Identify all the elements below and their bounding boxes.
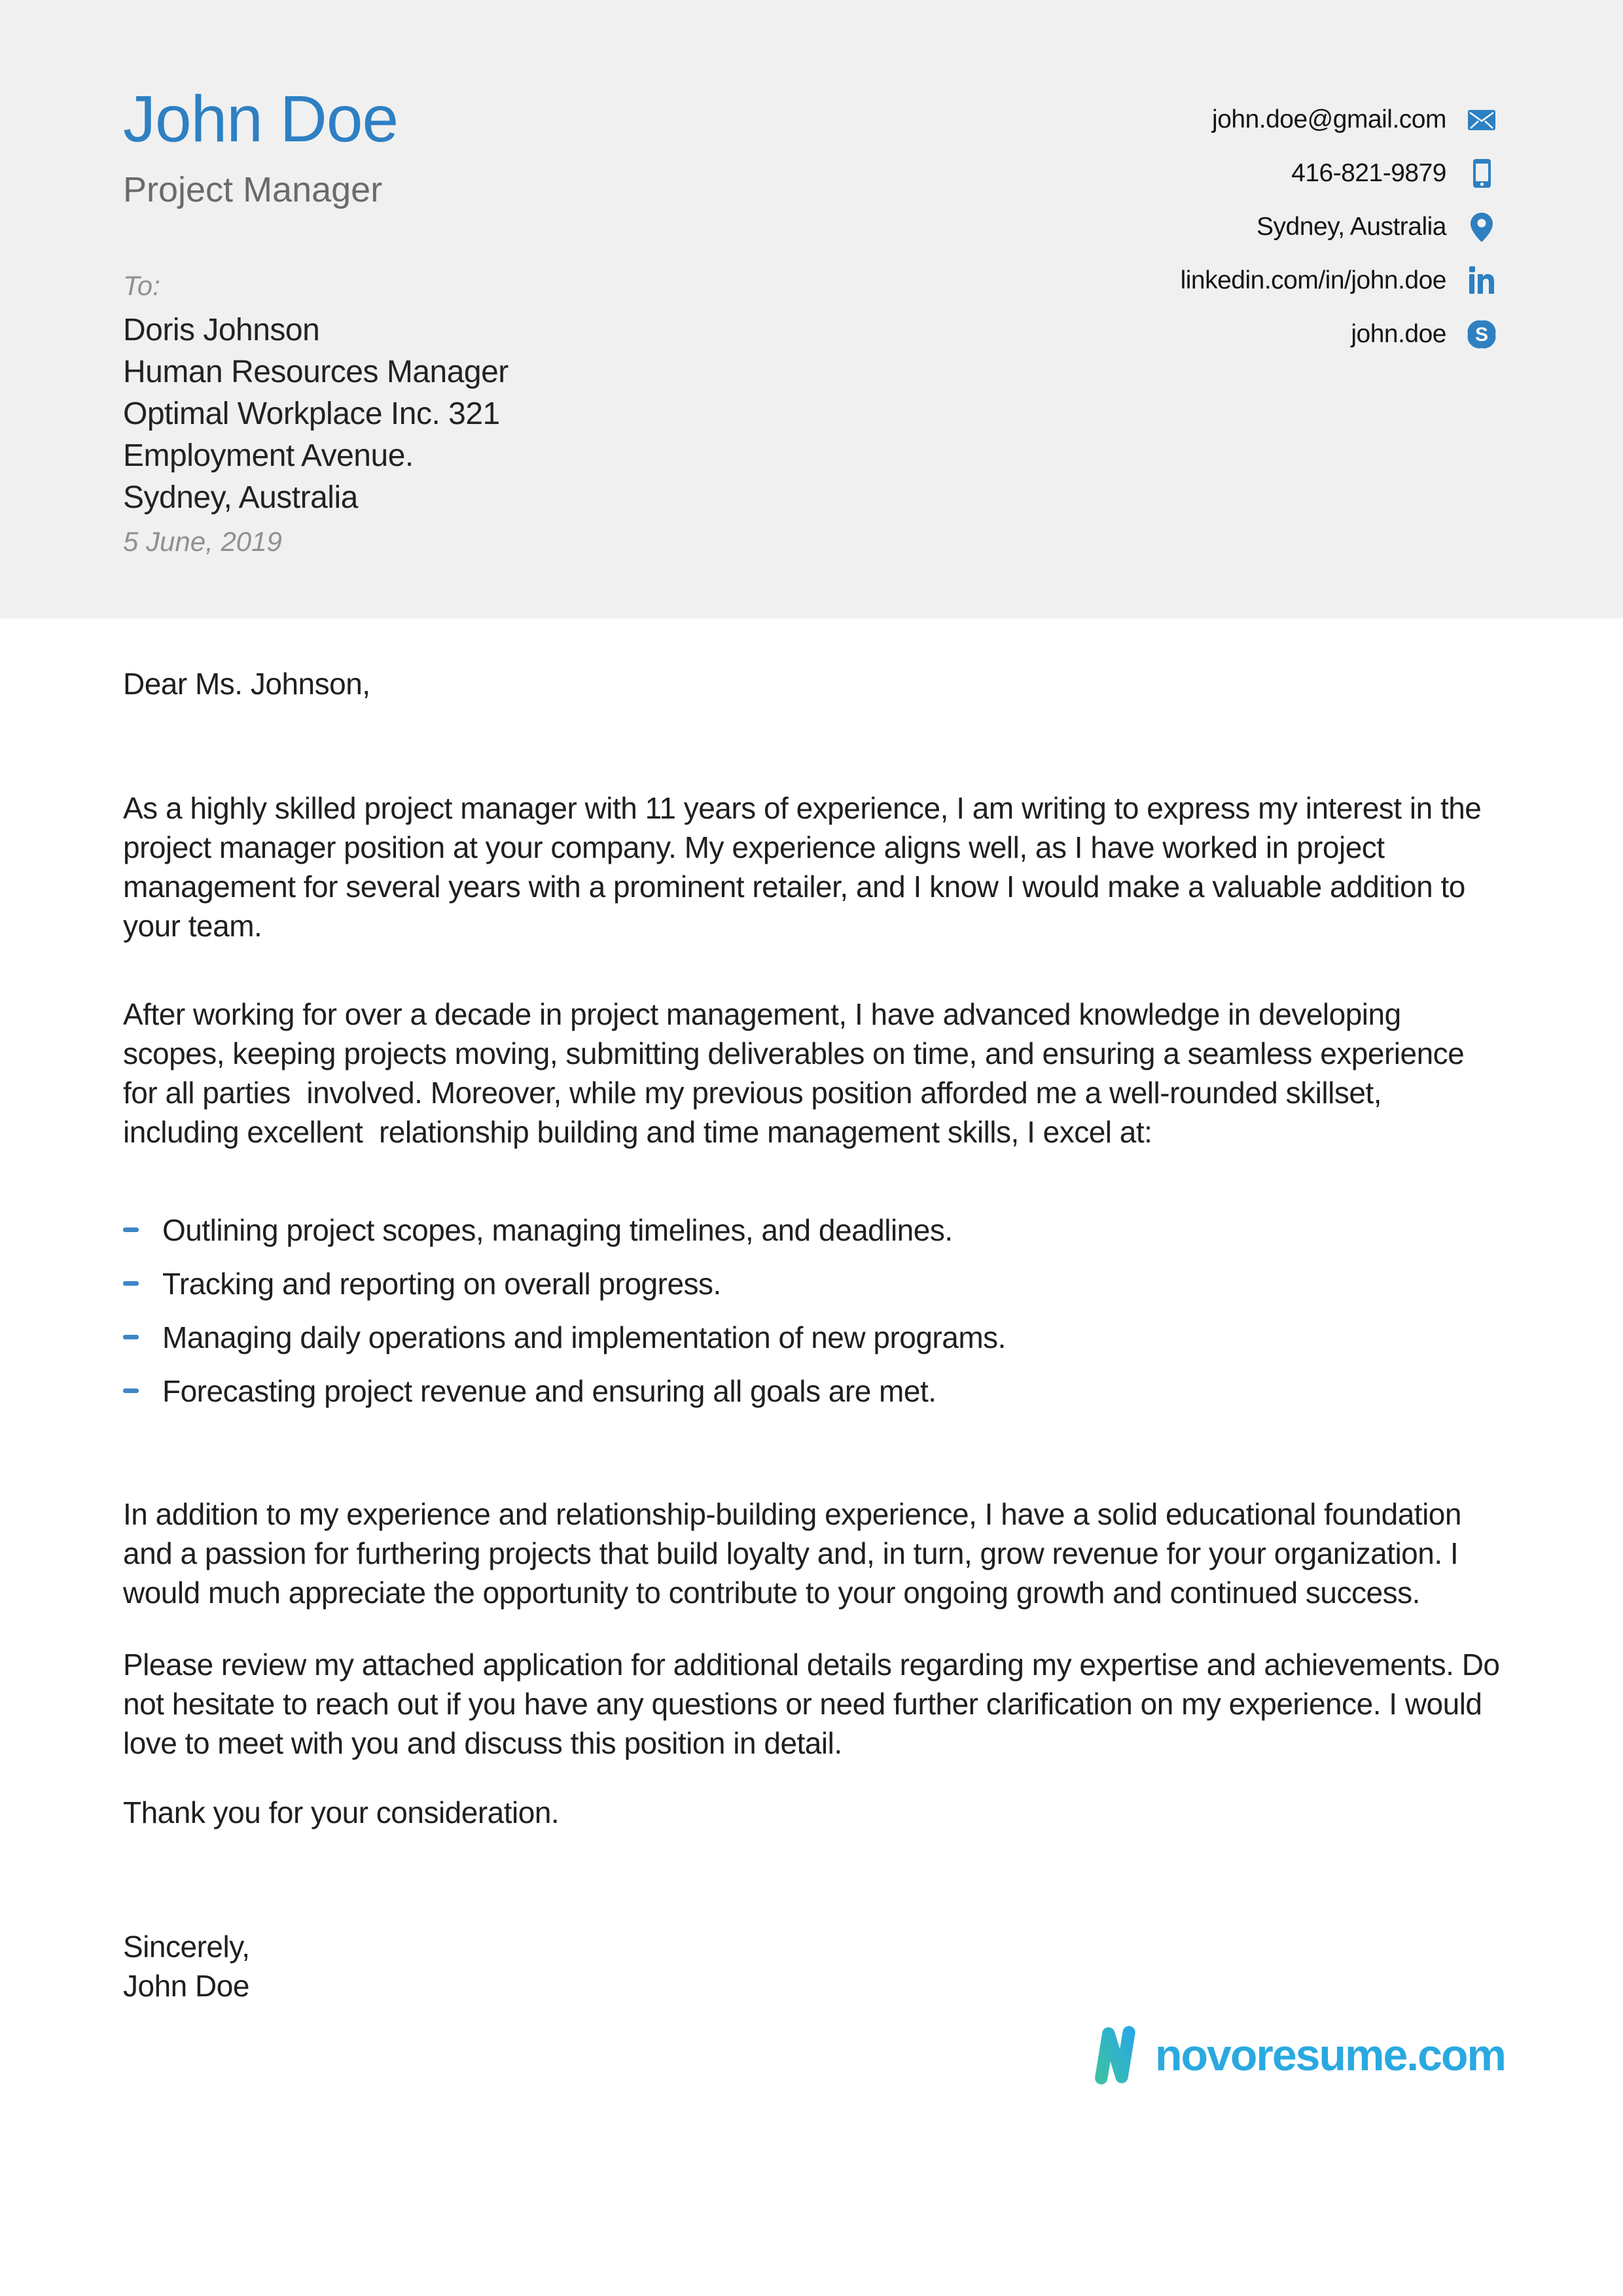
- recipient-role: Human Resources Manager: [123, 354, 508, 389]
- salutation: Dear Ms. Johnson,: [123, 667, 370, 701]
- footer: [0, 2025, 1623, 2085]
- letter-date: 5 June, 2019: [123, 525, 282, 557]
- novoresume-logo-link[interactable]: [1084, 2025, 1505, 2085]
- paragraph-intro: As a highly skilled project manager with 11 years of experience, I am writing to express my interest in the project manager position at your company. My experience aligns well, as I have worked in project management for several years with a prominent retailer, and I know I would make a valuable addition to your team.: [123, 791, 1489, 943]
- location-value: Sydney, Australia: [1257, 213, 1446, 241]
- bullet-text: Tracking and reporting on overall progress.: [162, 1267, 721, 1301]
- letter-header: [0, 0, 1623, 618]
- contact-list: [1181, 93, 1496, 361]
- contact-item-linkedin[interactable]: [1181, 254, 1496, 308]
- paragraph-closing: Please review my attached application for additional details regarding my expertise and achievements. Do not hesitate to reach out if you have any questions or need further clarification on my experience. I would love to meet with you and discuss this position in detail.: [123, 1648, 1508, 1760]
- paragraph-experience: After working for over a decade in project management, I have advanced knowledge in developing scopes, keeping projects moving, submitting deliverables on time, and ensuring a seamless experience for all parties involved. Moreover, while my previous position afforded me a well-rounded skillset, including excellent relationship building and time management skills, I excel at:: [123, 997, 1472, 1149]
- linkedin-icon: [1467, 266, 1496, 295]
- recipient-street: Employment Avenue.: [123, 438, 414, 473]
- paragraph-education: In addition to my experience and relationship-building experience, I have a solid educational foundation and a passion for furthering projects that build loyalty and, in turn, grow revenue for your organization. I would much appreciate the opportunity to contribute to your ongoing growth and continued success.: [123, 1497, 1470, 1610]
- bullet-dash-icon: [123, 1227, 139, 1232]
- signature-name: John Doe: [123, 1969, 249, 2003]
- list-item: [123, 1210, 1505, 1250]
- recipient-name: Doris Johnson: [123, 312, 320, 347]
- applicant-job-title: Project Manager: [123, 170, 383, 209]
- to-label: To:: [123, 270, 160, 302]
- skills-bullet-list: [123, 1210, 1505, 1411]
- recipient-city: Sydney, Australia: [123, 480, 358, 515]
- contact-item-skype[interactable]: [1181, 308, 1496, 361]
- bullet-text: Managing daily operations and implementation of new programs.: [162, 1320, 1006, 1354]
- list-item: [123, 1371, 1505, 1411]
- letter-body: [0, 664, 1623, 2005]
- list-item: [123, 1264, 1505, 1303]
- contact-item-phone: [1181, 147, 1496, 200]
- contact-item-location: [1181, 200, 1496, 254]
- email-value[interactable]: john.doe@gmail.com: [1212, 105, 1446, 133]
- skype-value[interactable]: john.doe: [1351, 320, 1446, 348]
- location-pin-icon: [1467, 213, 1496, 241]
- bullet-text: Outlining project scopes, managing timelines, and deadlines.: [162, 1213, 953, 1247]
- signoff: Sincerely,: [123, 1930, 250, 1964]
- list-item: [123, 1318, 1505, 1357]
- phone-value: 416-821-9879: [1291, 159, 1446, 187]
- linkedin-value[interactable]: linkedin.com/in/john.doe: [1180, 266, 1446, 294]
- bullet-dash-icon: [123, 1281, 139, 1286]
- novoresume-logo-text: novoresume.com: [1154, 2030, 1505, 2080]
- applicant-name: John Doe: [123, 82, 399, 156]
- mobile-phone-icon: [1467, 159, 1496, 188]
- thanks-line: Thank you for your consideration.: [123, 1795, 560, 1829]
- contact-item-email[interactable]: [1181, 93, 1496, 147]
- bullet-dash-icon: [123, 1335, 139, 1339]
- signoff-block: [123, 1927, 1505, 2005]
- recipient-company: Optimal Workplace Inc. 321: [123, 396, 500, 431]
- bullet-dash-icon: [123, 1388, 139, 1393]
- novoresume-n-icon: [1084, 2025, 1145, 2085]
- svg-text:S: S: [1474, 324, 1489, 345]
- bullet-text: Forecasting project revenue and ensuring all goals are met.: [162, 1374, 936, 1408]
- skype-icon: [1467, 320, 1496, 349]
- mail-icon: [1467, 105, 1496, 134]
